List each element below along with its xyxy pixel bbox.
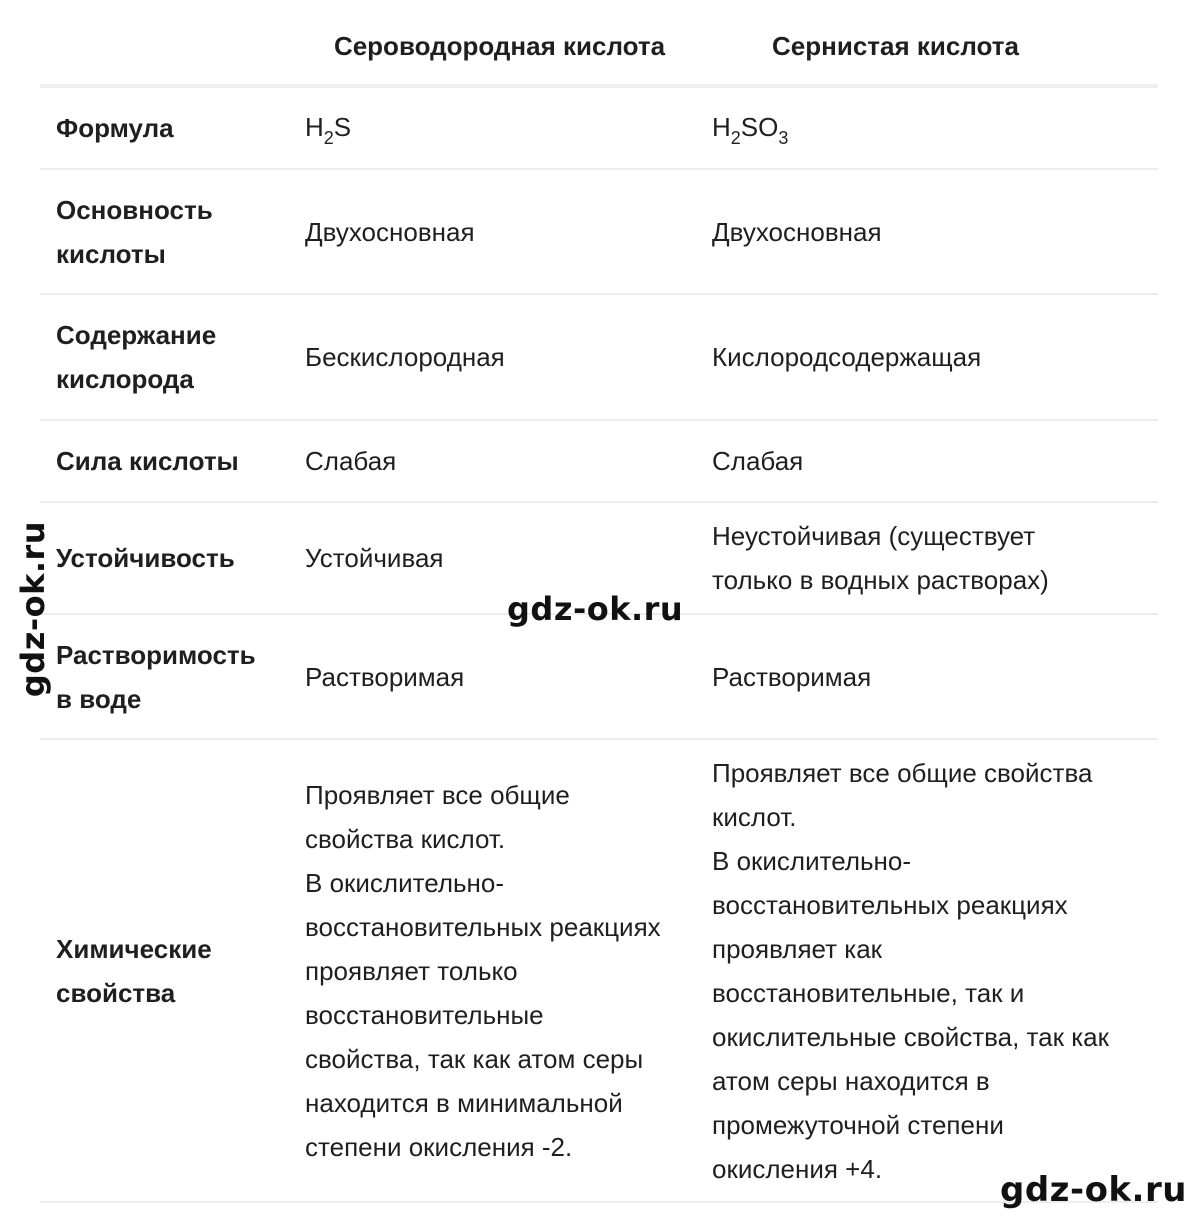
chemical-h2so3-line: Проявляет все общие свойства: [712, 757, 1093, 788]
formula-h2so3: $H_2SO_3$: [712, 111, 789, 148]
chemical-h2so3-line: окисления +4.: [712, 1153, 883, 1184]
header-empty-cell: [40, 0, 296, 84]
chemical-h2s-line: восстановительные: [305, 999, 544, 1030]
chemical-h2s-line: проявляет только: [305, 955, 518, 986]
chemical-h2s-line: восстановительных реакциях: [305, 911, 661, 942]
row-label-solubility: Растворимость в воде: [56, 639, 256, 714]
table-row-oxygen-content: [40, 295, 1158, 421]
table-row-formula: [40, 88, 1158, 170]
oxygen-h2so3: Кислородсодержащая: [712, 342, 982, 372]
strength-h2s: Слабая: [305, 446, 397, 476]
row-label-chemical-properties: Химические свойства: [56, 933, 212, 1008]
header-sulfurous-acid: Сернистая кислота: [772, 31, 1019, 61]
chemical-h2s-line: Проявляет все общие: [305, 779, 570, 810]
chemical-h2s-line: находится в минимальной: [305, 1087, 623, 1118]
chemical-h2so3: [703, 740, 1158, 1201]
solubility-h2so3: Растворимая: [712, 661, 872, 692]
header-hydrogen-sulfide-acid: Сероводородная кислота: [333, 31, 666, 61]
row-label-acid-strength: Сила кислоты: [56, 446, 239, 476]
table-header-row: [40, 0, 1158, 88]
row-label-formula: Формула: [56, 113, 174, 143]
chemical-h2so3-line: восстановительных реакциях: [712, 889, 1068, 920]
chemical-h2s-line: свойства, так как атом серы: [305, 1043, 644, 1074]
table-row-acid-strength: [40, 421, 1158, 503]
chemical-h2so3-line: проявляет как: [712, 933, 883, 964]
table-row-solubility: [40, 615, 1158, 740]
chemical-h2s-line: В окислительно-: [305, 867, 505, 898]
chemical-h2s: [296, 740, 703, 1201]
watermark-left-vertical: gdz-ok.ru: [14, 520, 52, 698]
row-label-oxygen-content: Содержание кислорода: [56, 320, 217, 394]
row-label-basicity: Основность кислоты: [56, 194, 213, 269]
formula-h2s: $H_2S$: [305, 111, 352, 148]
oxygen-h2s: Бескислородная: [305, 342, 505, 372]
chemical-h2s-line: степени окисления -2.: [305, 1131, 573, 1162]
chemical-h2so3-line: кислот.: [712, 801, 797, 832]
watermark-bottom-right: gdz-ok.ru: [1000, 1170, 1187, 1210]
stability-h2s: Устойчивая: [305, 543, 444, 573]
row-label-stability: Устойчивость: [56, 543, 235, 573]
basicity-h2so3: Двухосновная: [712, 216, 882, 247]
chemical-h2s-line: свойства кислот.: [305, 823, 506, 854]
watermark-center: gdz-ok.ru: [507, 590, 684, 628]
chemical-h2so3-line: атом серы находится в: [712, 1065, 990, 1096]
solubility-h2s: Растворимая: [305, 661, 465, 692]
chemical-h2so3-line: В окислительно-: [712, 845, 912, 876]
stability-h2so3: Неустойчивая (существует только в водных растворах): [712, 521, 1049, 595]
chemical-h2so3-line: восстановительные, так и: [712, 977, 1025, 1008]
chemical-h2so3-line: промежуточной степени: [712, 1109, 1004, 1140]
chemical-h2so3-line: окислительные свойства, так как: [712, 1021, 1110, 1052]
strength-h2so3: Слабая: [712, 446, 804, 476]
table-row-chemical-properties: [40, 740, 1158, 1203]
basicity-h2s: Двухосновная: [305, 216, 475, 247]
table-row-basicity: [40, 170, 1158, 295]
